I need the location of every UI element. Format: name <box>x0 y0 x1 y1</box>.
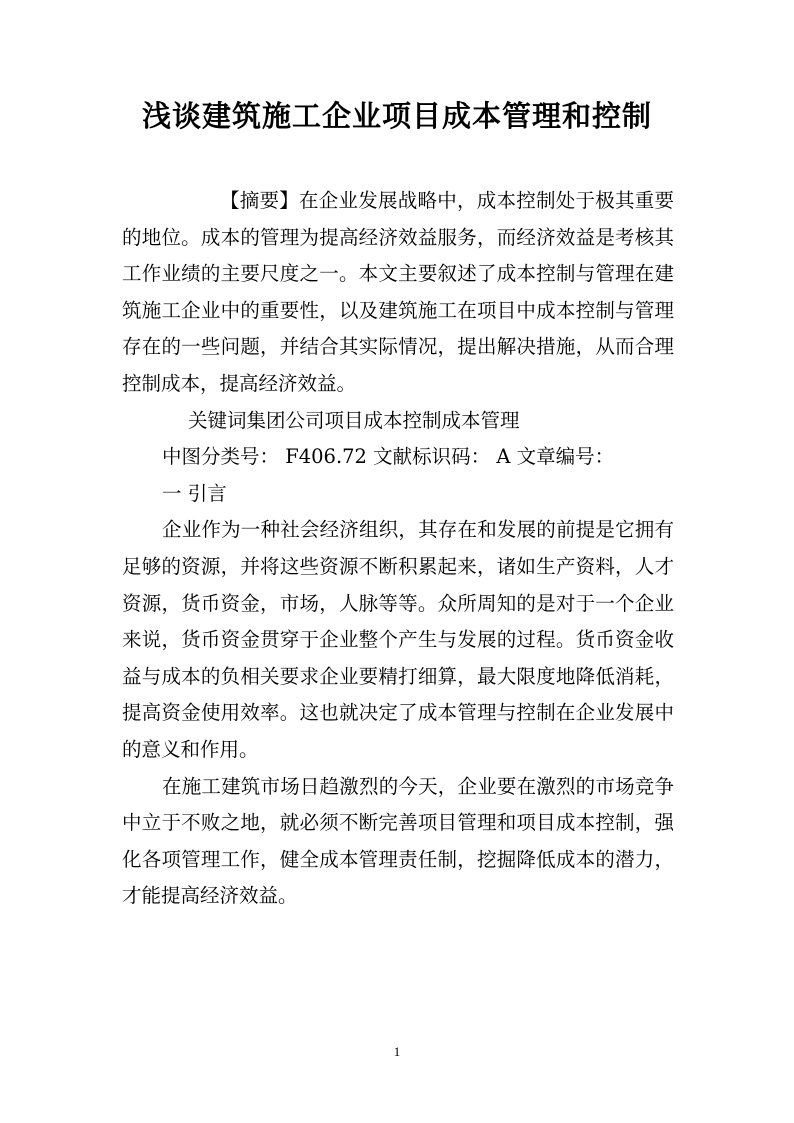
body-paragraph: 企业作为一种社会经济组织，其存在和发展的前提是它拥有足够的资源，并将这些资源不断积累起来，诸如生产资料，人才资源，货币资金，市场，人脉等等。众所周知的是对于一个企业来说，货币资金贯穿于企业整个产生与发展的过程。货币资金收益与成本的负相关要求企业要精打细算，最大限度地降低消耗，提高资金使用效率。这也就决定了成本管理与控制在企业发展中的意义和作用。 <box>122 518 674 761</box>
page-number: 1 <box>393 1044 401 1059</box>
document-body <box>122 183 674 915</box>
classification-line: 中图分类号： F406.72 文献标识码： A 文章编号： <box>162 445 615 469</box>
document-title: 浅谈建筑施工企业项目成本管理和控制 <box>141 99 652 133</box>
body-paragraph: 在施工建筑市场日趋激烈的今天，企业要在激烈的市场竞争中立于不败之地，就必须不断完善项目管理和项目成本控制，强化各项管理工作，健全成本管理责任制，挖掘降低成本的潜力，才能提高经济效益。 <box>122 774 674 908</box>
keywords-line: 关键词集团公司项目成本控制成本管理 <box>188 408 520 432</box>
abstract-paragraph: 【摘要】在企业发展战略中，成本控制处于极其重要的地位。成本的管理为提高经济效益服务，而经济效益是考核其工作业绩的主要尺度之一。本文主要叙述了成本控制与管理在建筑施工企业中的重要性，以及建筑施工在项目中成本控制与管理存在的一些问题，并结合其实际情况，提出解决措施，从而合理控制成本，提高经济效益。 <box>122 189 674 395</box>
section-heading: 一 引言 <box>162 481 227 505</box>
